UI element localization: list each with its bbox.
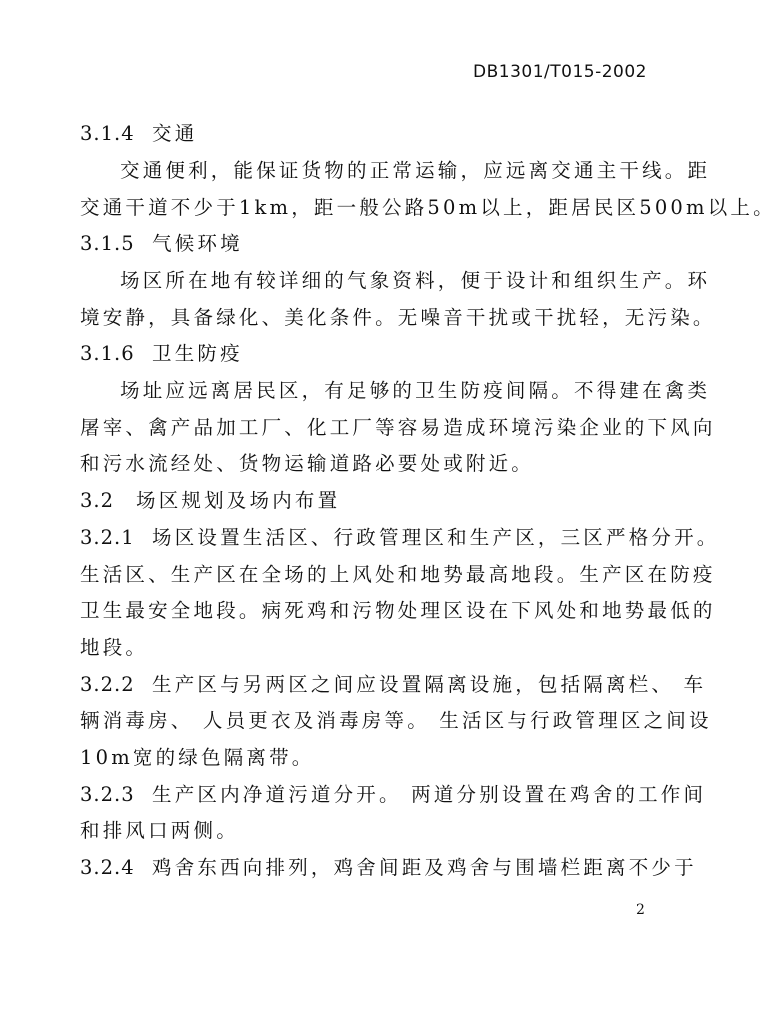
clause-text: 生产区内净道污道分开。 两道分别设置在鸡舍的工作间 (152, 783, 707, 806)
section-title: 卫生防疫 (152, 342, 243, 365)
section-number: 3.2.1 (80, 526, 135, 549)
paragraph-line: 和排风口两侧。 (80, 819, 239, 842)
clause-3-2-1 (80, 526, 720, 550)
section-number: 3.1.6 (80, 342, 135, 365)
clause-3-2-2 (80, 673, 707, 697)
paragraph-line: 卫生最安全地段。病死鸡和污物处理区设在下风处和地势最低的 (80, 599, 716, 622)
paragraph-line: 交通便利，能保证货物的正常运输，应远离交通主干线。距 (120, 159, 711, 182)
section-number: 3.2.2 (80, 673, 135, 696)
paragraph-line: 和污水流经处、货物运输道路必要处或附近。 (80, 452, 535, 475)
section-title: 交通 (152, 122, 198, 145)
section-heading-3-1-6 (80, 342, 660, 366)
paragraph-line: 辆消毒房、 人员更衣及消毒房等。 生活区与行政管理区之间设 (80, 709, 712, 732)
paragraph-line: 境安静，具备绿化、美化条件。无噪音干扰或干扰轻，无污染。 (80, 306, 716, 329)
clause-text: 鸡舍东西向排列，鸡舍间距及鸡舍与围墙栏距离不少于 (152, 856, 697, 879)
section-heading-3-2 (80, 489, 660, 513)
paragraph-line: 场区所在地有较详细的气象资料，便于设计和组织生产。环 (120, 269, 711, 292)
paragraph-line: 屠宰、禽产品加工厂、化工厂等容易造成环境污染企业的下风向 (80, 416, 716, 439)
page-number: 2 (636, 902, 645, 918)
clause-text: 生产区与另两区之间应设置隔离设施，包括隔离栏、 车 (152, 673, 707, 696)
paragraph-line: 地段。 (80, 636, 149, 659)
clause-text: 场区设置生活区、行政管理区和生产区，三区严格分开。 (152, 526, 720, 549)
paragraph-line: 交通干道不少于1km，距一般公路50m以上，距居民区500m以上。 (80, 196, 776, 219)
paragraph-line: 场址应远离居民区，有足够的卫生防疫间隔。不得建在禽类 (120, 379, 711, 402)
paragraph-line: 10m宽的绿色隔离带。 (80, 746, 315, 769)
section-number: 3.1.4 (80, 122, 135, 145)
clause-3-2-3 (80, 783, 707, 807)
section-number: 3.2 (80, 489, 115, 512)
clause-3-2-4 (80, 856, 697, 880)
section-heading-3-1-4 (80, 122, 660, 146)
section-number: 3.1.5 (80, 232, 135, 255)
section-title: 场区规划及场内布置 (136, 489, 341, 512)
paragraph-line: 生活区、生产区在全场的上风处和地势最高地段。生产区在防疫 (80, 563, 716, 586)
section-title: 气候环境 (152, 232, 243, 255)
section-number: 3.2.3 (80, 783, 135, 806)
standard-code: DB1301/T015-2002 (473, 62, 647, 82)
section-heading-3-1-5 (80, 232, 660, 256)
section-number: 3.2.4 (80, 856, 135, 879)
